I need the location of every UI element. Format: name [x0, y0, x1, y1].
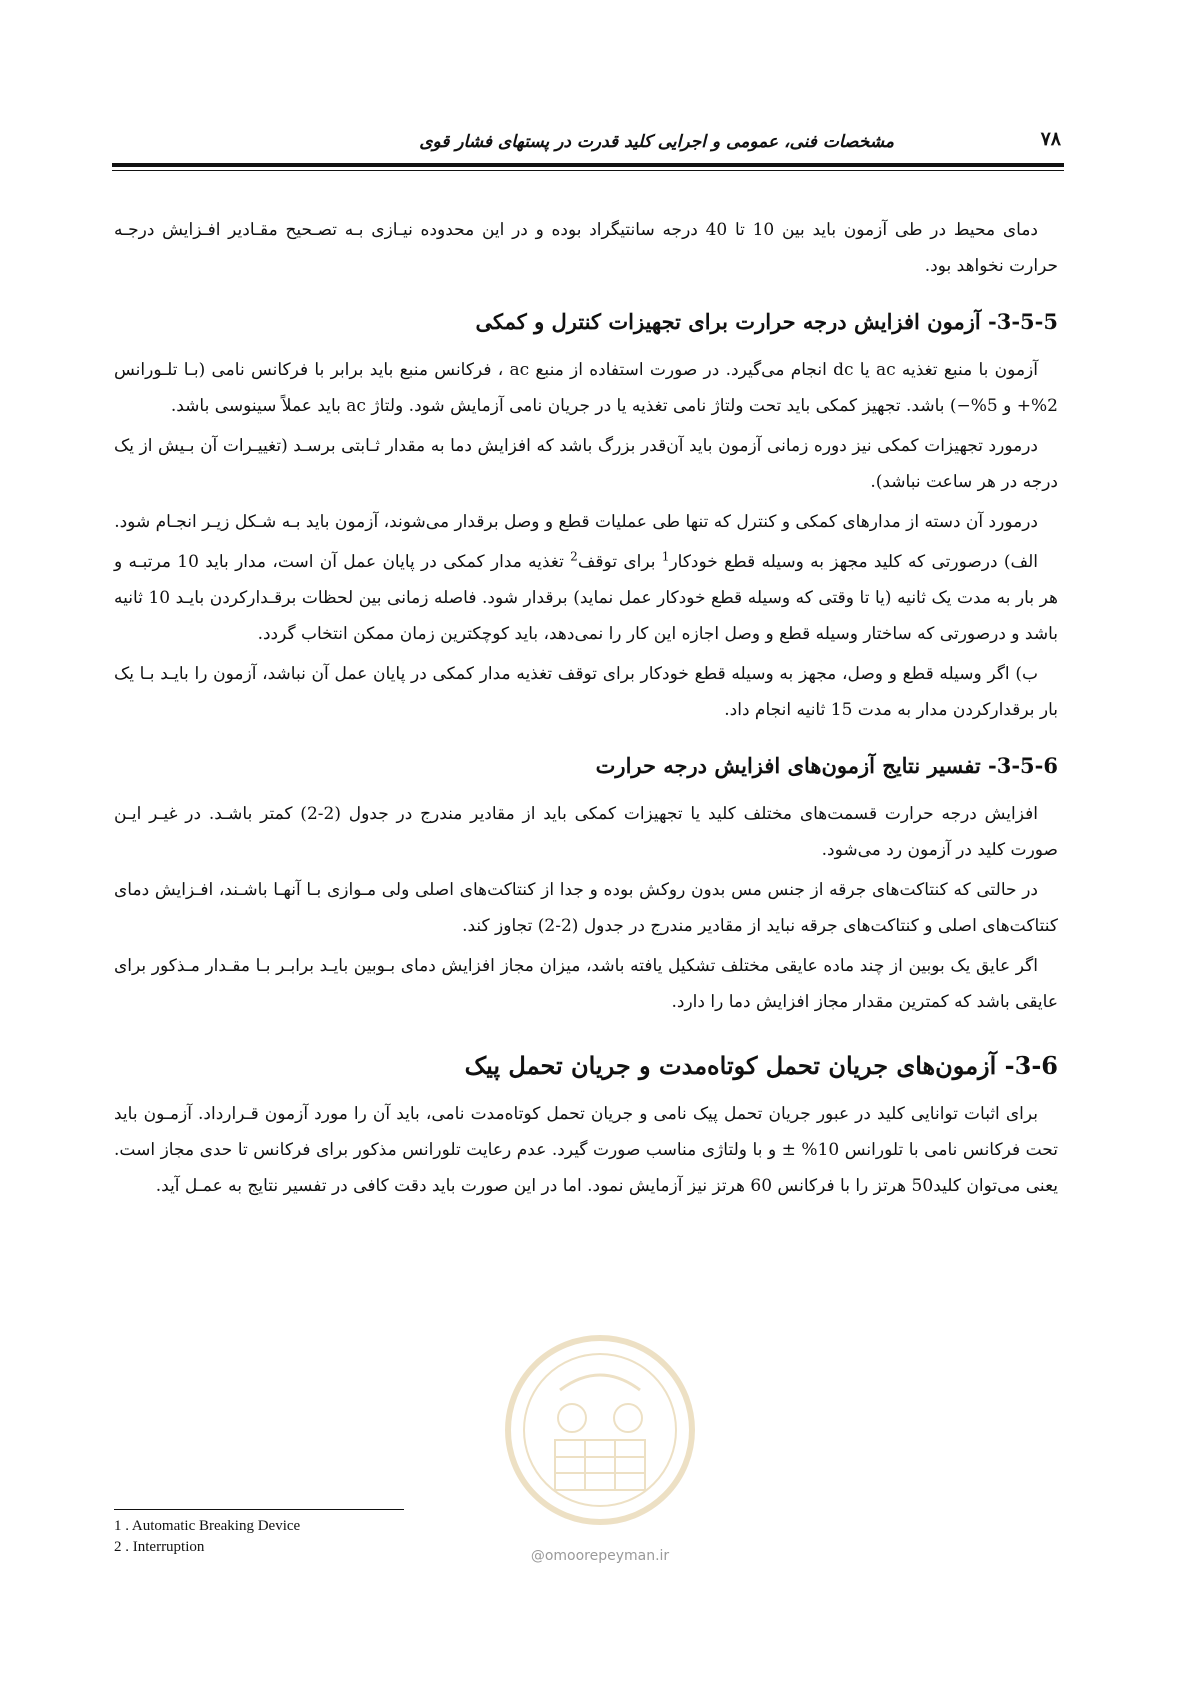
paragraph: ب) اگر وسیله قطع و وصل، مجهز به وسیله قطع خودکار برای توقف تغذیه مدار کمکی در پایان عمل آن نباشد، آزمون را بایـد بـا یک بار برقدارکردن مدار به مدت 15 ثانیه انجام داد. — [114, 664, 1058, 720]
header-title: مشخصات فنی، عمومی و اجرایی کلید قدرت در پستهای فشار قوی — [419, 132, 894, 152]
section-heading: 3-6- آزمون‌های جریان تحمل کوتاه‌مدت و جریان تحمل پیک — [464, 1051, 1058, 1080]
paragraph: در حالتی که کنتاکت‌های جرقه از جنس مس بدون روکش بوده و جدا از کنتاکت‌های اصلی ولی مـوازی بـا آنهـا باشـند، افـزایش دمای کنتاکت‌های اصلی و کنتاکت‌های جرقه نباید از مقادیر مندرج در جدول (2-2) تجاوز کند. — [114, 880, 1058, 936]
section-heading: 3-5-5- آزمون افزایش درجه حرارت برای تجهیزات کنترل و کمکی — [475, 309, 1058, 334]
footnote-rule — [114, 1509, 404, 1510]
paragraph: درمورد تجهیزات کمکی نیز دوره زمانی آزمون باید آن‌قدر بزرگ باشد که افزایش دما به مقدار ثـابتی برسـد (تغییـرات آن بـیش از یک درجه در هر ساعت نباشد). — [114, 436, 1058, 492]
body-text — [114, 212, 1058, 1208]
running-header — [112, 128, 1064, 158]
paragraph: درمورد آن دسته از مدارهای کمکی و کنترل که تنها طی عملیات قطع و وصل برقدار می‌شوند، آزمون باید بـه شـکل زیـر انجـام شود. — [114, 512, 1038, 532]
header-rule-thick — [112, 163, 1064, 167]
text-run: تغذیه مدار کمکی در پایان عمل آن است، مدار باید 10 مرتبـه و هر بار به مدت یک ثانیه (یا تا وقتی که وسیله قطع خودکار عمل نماید) برقدار شود. فاصله زمانی بین لحظات برقـدارکردن بایـد 10 ثانیه باشد و درصورتی که ساختار وسیله قطع و وصل اجازه این کار را نمی‌دهد، باید کوچکترین زمان ممکن انتخاب گردد. — [114, 552, 1058, 644]
paragraph: برای اثبات توانایی کلید در عبور جریان تحمل پیک نامی و جریان تحمل کوتاه‌مدت نامی، باید آن را مورد آزمون قـرارداد. آزمـون باید تحت فرکانس نامی با تلورانس 10% ± و با ولتاژی مناسب صورت گیرد. عدم رعایت تلورانس مذکور برای فرکانس تا حدی مجاز است. یعنی می‌توان کلید50 هرتز را با فرکانس 60 هرتز نیز آزمایش نمود. اما در این صورت باید دقت کافی در تفسیر نتایج به عمـل آید. — [114, 1104, 1058, 1196]
paragraph-with-footnotes — [114, 544, 1058, 652]
text-run: برای توقف — [577, 552, 662, 572]
paragraph: اگر عایق یک بوبین از چند ماده عایقی مختلف تشکیل یافته باشد، میزان مجاز افزایش دمای بـوبین بایـد برابـر بـا مقـدار مـذکور برای عایقی باشد که کمترین مقدار مجاز افزایش دما را دارد. — [114, 956, 1058, 1012]
section-heading: 3-5-6- تفسیر نتایج آزمون‌های افزایش درجه حرارت — [595, 753, 1058, 778]
paragraph: دمای محیط در طی آزمون باید بین 10 تا 40 درجه سانتیگراد بوده و در این محدوده نیـازی بـه تصـحیح مقـادیر افـزایش درجـه حرارت نخواهد بود. — [114, 220, 1058, 276]
watermark-site: @omoorepeyman.ir — [530, 1548, 670, 1564]
page-number: ۷۸ — [1040, 128, 1061, 150]
footnote-ref-1: 1 — [661, 549, 670, 564]
watermark-seal-icon — [500, 1330, 700, 1530]
footnote-ref-2: 2 — [570, 549, 578, 564]
paragraph: افزایش درجه حرارت قسمت‌های مختلف کلید یا تجهیزات کمکی باید از مقادیر مندرج در جدول (2-2) کمتر باشـد. در غیـر ایـن صورت کلید در آزمون رد می‌شود. — [114, 804, 1058, 860]
footnote-2: 2 . Interruption — [114, 1539, 205, 1555]
footnotes — [114, 1516, 614, 1558]
header-rule-thin — [112, 170, 1064, 171]
paragraph: آزمون با منبع تغذیه ac یا dc انجام می‌گیرد. در صورت استفاده از منبع ac ، فرکانس منبع باید برابر با فرکانس نامی (بـا تلـورانس 2%+ و 5%−) باشد. تجهیز کمکی باید تحت ولتاژ نامی تغذیه یا در جریان نامی آزمایش شود. ولتاژ ac باید عملاً سینوسی باشد. — [114, 360, 1058, 416]
footnote-1: 1 . Automatic Breaking Device — [114, 1518, 301, 1534]
text-run: الف) درصورتی که کلید مجهز به وسیله قطع خودکار — [669, 552, 1038, 572]
